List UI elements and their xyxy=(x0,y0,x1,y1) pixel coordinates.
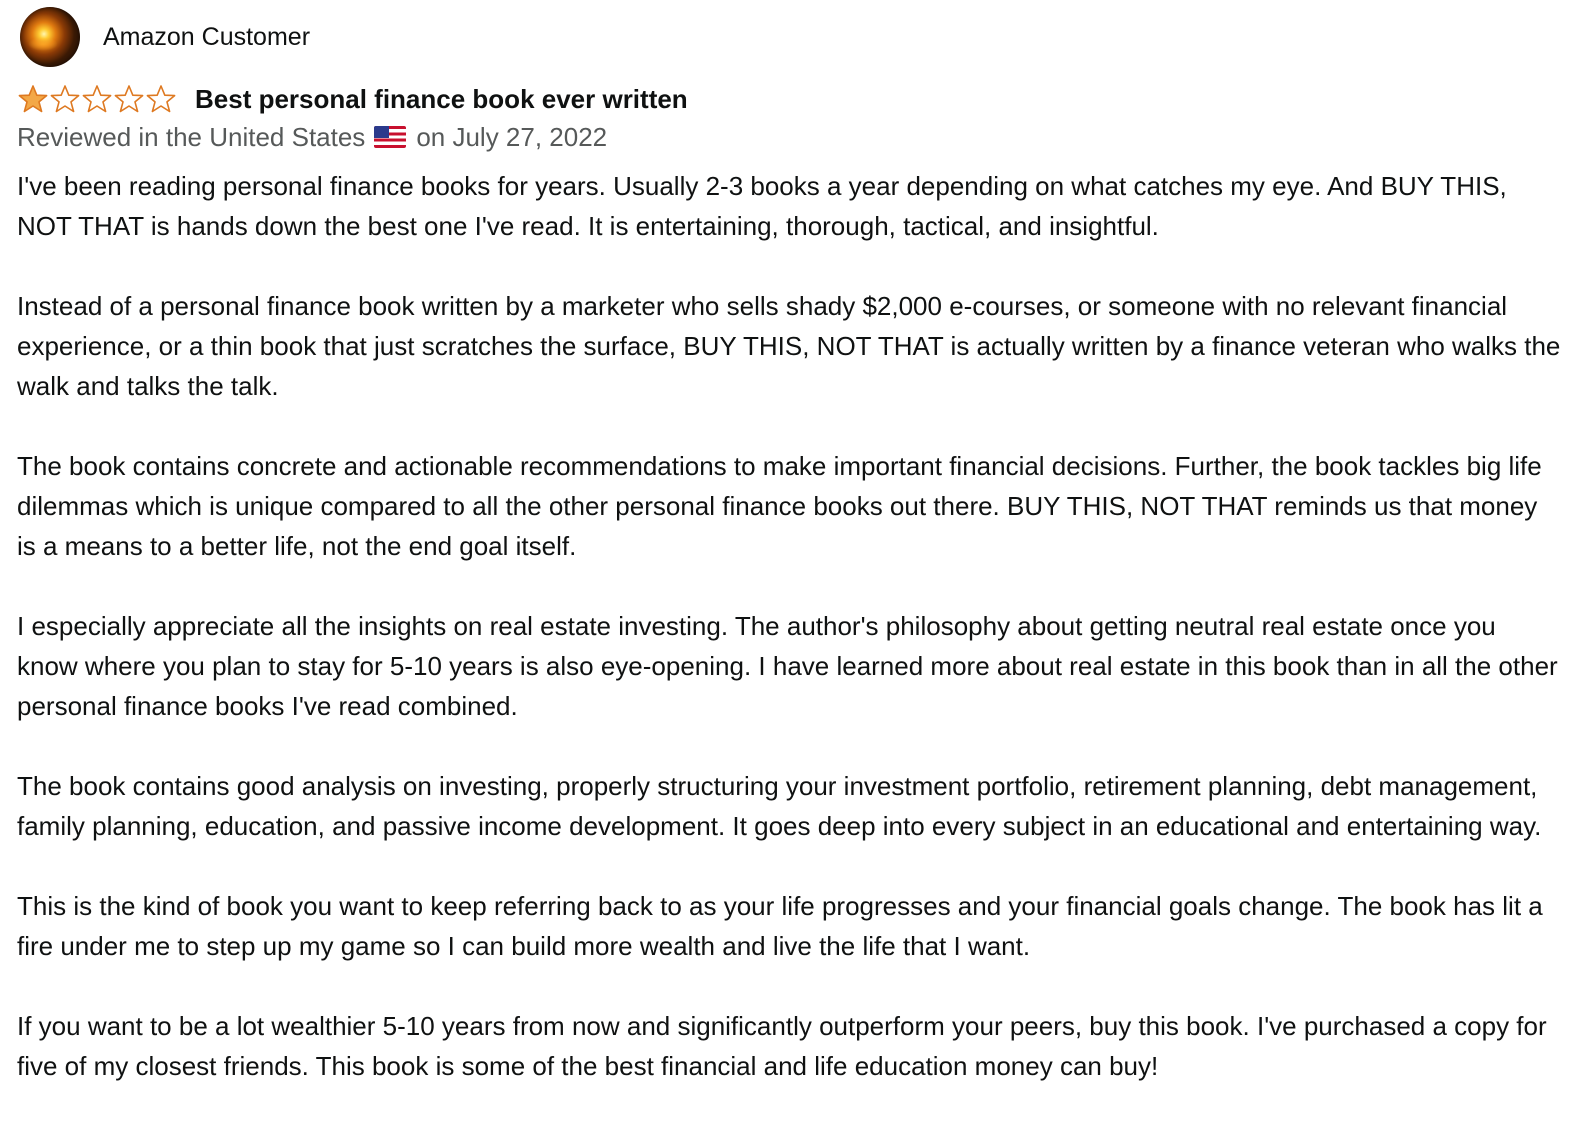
review-paragraph: This is the kind of book you want to keep referring back to as your life progresses and your financial goals change. The book has lit a fire under me to step up my game so I can build more wealth and live the life that I want. xyxy=(17,891,1543,961)
us-flag-icon xyxy=(374,126,406,148)
review-date xyxy=(17,120,1562,154)
review-paragraph: I especially appreciate all the insights on real estate investing. The author's philosophy about getting neutral real estate once you know where you plan to stay for 5-10 years is also eye-opening. I have learned more about real estate in this book than in all the other personal finance books I've read combined. xyxy=(17,611,1558,721)
star-empty-icon xyxy=(49,84,81,114)
review-paragraph: The book contains concrete and actionable recommendations to make important financial decisions. Further, the book tackles big life dilemmas which is unique compared to all the other personal finance books out there. BUY THIS, NOT THAT reminds us that money is a means to a better life, not the end goal itself. xyxy=(17,451,1542,561)
customer-review xyxy=(17,6,1562,1086)
reviewer-name[interactable]: Amazon Customer xyxy=(103,23,311,51)
review-date-suffix: on July 27, 2022 xyxy=(416,122,608,152)
review-paragraph: The book contains good analysis on investing, properly structuring your investment portfolio, retirement planning, debt management, family planning, education, and passive income development. It goes deep into every subject in an educational and entertaining way. xyxy=(17,771,1542,841)
avatar[interactable] xyxy=(20,7,80,67)
review-title-row xyxy=(17,82,1562,116)
review-paragraph: Instead of a personal finance book written by a marketer who sells shady $2,000 e-courses, or someone with no relevant financial experience, or a thin book that just scratches the surface, BUY THIS, NOT THAT is actually written by a finance veteran who walks the walk and talks the talk. xyxy=(17,291,1561,401)
reviewer-profile[interactable] xyxy=(17,6,1562,68)
review-title[interactable]: Best personal finance book ever written xyxy=(195,84,688,114)
star-empty-icon xyxy=(113,84,145,114)
star-empty-icon xyxy=(145,84,177,114)
review-date-prefix: Reviewed in the United States xyxy=(17,122,366,152)
review-body xyxy=(17,166,1562,1086)
star-rating[interactable] xyxy=(17,84,177,114)
review-paragraph: I've been reading personal finance books for years. Usually 2-3 books a year depending on what catches my eye. And BUY THIS, NOT THAT is hands down the best one I've read. It is entertaining, thorough, tactical, and insightful. xyxy=(17,171,1507,241)
star-filled-icon xyxy=(17,84,49,114)
star-empty-icon xyxy=(81,84,113,114)
review-paragraph: If you want to be a lot wealthier 5-10 years from now and significantly outperform your peers, buy this book. I've purchased a copy for five of my closest friends. This book is some of the best financial and life education money can buy! xyxy=(17,1011,1547,1081)
